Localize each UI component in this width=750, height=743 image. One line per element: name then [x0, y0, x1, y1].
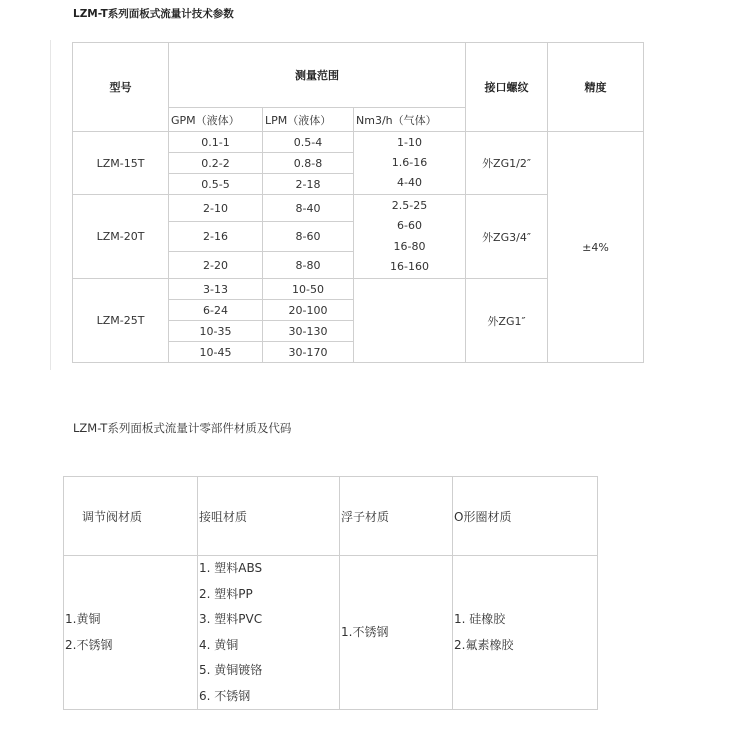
- fitting-item: 5. 黄铜镀铬: [199, 663, 263, 677]
- spec-title: LZM-T系列面板式流量计技术参数: [73, 8, 234, 20]
- gpm-cell: 2-10: [169, 195, 263, 222]
- divider-line: [50, 40, 51, 370]
- model-cell: LZM-20T: [73, 195, 169, 279]
- gpm-cell: 0.2-2: [169, 153, 263, 174]
- lpm-cell: 8-80: [263, 252, 354, 279]
- float-materials: [340, 556, 453, 710]
- fitting-item: 4. 黄铜: [199, 637, 239, 652]
- materials-table: [63, 476, 598, 710]
- lpm-cell: 2-18: [263, 174, 354, 195]
- fitting-item: 3. 塑料PVC: [199, 612, 263, 626]
- nm3h-value: 16-160: [390, 260, 429, 273]
- nm3h-cell: [354, 195, 466, 279]
- lpm-cell: 30-130: [263, 321, 354, 342]
- lpm-cell: 0.8-8: [263, 153, 354, 174]
- lpm-cell: 30-170: [263, 342, 354, 363]
- lpm-subheader: LPM（液体）: [263, 108, 354, 132]
- lpm-cell: 8-60: [263, 222, 354, 252]
- connection-cell: 外ZG1″: [466, 279, 548, 363]
- gpm-cell: 2-20: [169, 252, 263, 279]
- oring-item: 1. 硅橡胶: [454, 612, 506, 626]
- fitting-item: 1. 塑料ABS: [199, 561, 263, 575]
- valve-item: 1.黄铜: [65, 612, 101, 626]
- accuracy-cell: ±4%: [548, 132, 644, 363]
- gpm-cell: 6-24: [169, 300, 263, 321]
- fitting-item: 6. 不锈钢: [199, 688, 251, 703]
- range-header: 测量范围: [169, 43, 466, 108]
- gpm-cell: 0.5-5: [169, 174, 263, 195]
- nm3h-value: 6-60: [397, 219, 422, 232]
- nm3h-value: 1.6-16: [391, 156, 428, 169]
- connection-cell: 外ZG1/2″: [466, 132, 548, 195]
- fitting-materials: [198, 556, 340, 710]
- lpm-cell: 20-100: [263, 300, 354, 321]
- gpm-cell: 3-13: [169, 279, 263, 300]
- fitting-item: 2. 塑料PP: [199, 586, 253, 601]
- float-header: 浮子材质: [340, 477, 453, 556]
- gpm-cell: 10-35: [169, 321, 263, 342]
- nm3h-value: 1-10: [397, 136, 422, 149]
- nm3h-value: 16-80: [393, 239, 426, 253]
- lpm-cell: 10-50: [263, 279, 354, 300]
- oring-materials: [453, 556, 598, 710]
- connection-cell: 外ZG3/4″: [466, 195, 548, 279]
- gpm-cell: 2-16: [169, 222, 263, 252]
- lpm-cell: 0.5-4: [263, 132, 354, 153]
- gpm-cell: 0.1-1: [169, 132, 263, 153]
- nm3h-cell-empty: [354, 279, 466, 363]
- nm3h-subheader: Nm3/h（气体）: [354, 108, 466, 132]
- oring-header: O形圈材质: [453, 477, 598, 556]
- valve-header: 调节阀材质: [64, 477, 198, 556]
- model-header: 型号: [73, 43, 169, 132]
- gpm-cell: 10-45: [169, 342, 263, 363]
- nm3h-value: 4-40: [397, 176, 422, 189]
- accuracy-header: 精度: [548, 43, 644, 132]
- valve-materials: [64, 556, 198, 710]
- connection-header: 接口螺纹: [466, 43, 548, 132]
- model-cell: LZM-25T: [73, 279, 169, 363]
- nm3h-cell: [354, 132, 466, 195]
- spec-table: [72, 42, 644, 363]
- oring-item: 2.氟素橡胶: [454, 637, 514, 652]
- float-item: 1.不锈钢: [341, 624, 389, 639]
- materials-title: LZM-T系列面板式流量计零部件材质及代码: [73, 421, 292, 435]
- gpm-subheader: GPM（液体）: [169, 108, 263, 132]
- model-cell: LZM-15T: [73, 132, 169, 195]
- nm3h-value: 2.5-25: [391, 198, 428, 212]
- lpm-cell: 8-40: [263, 195, 354, 222]
- fitting-header: 接咀材质: [198, 477, 340, 556]
- valve-item: 2.不锈钢: [65, 637, 113, 652]
